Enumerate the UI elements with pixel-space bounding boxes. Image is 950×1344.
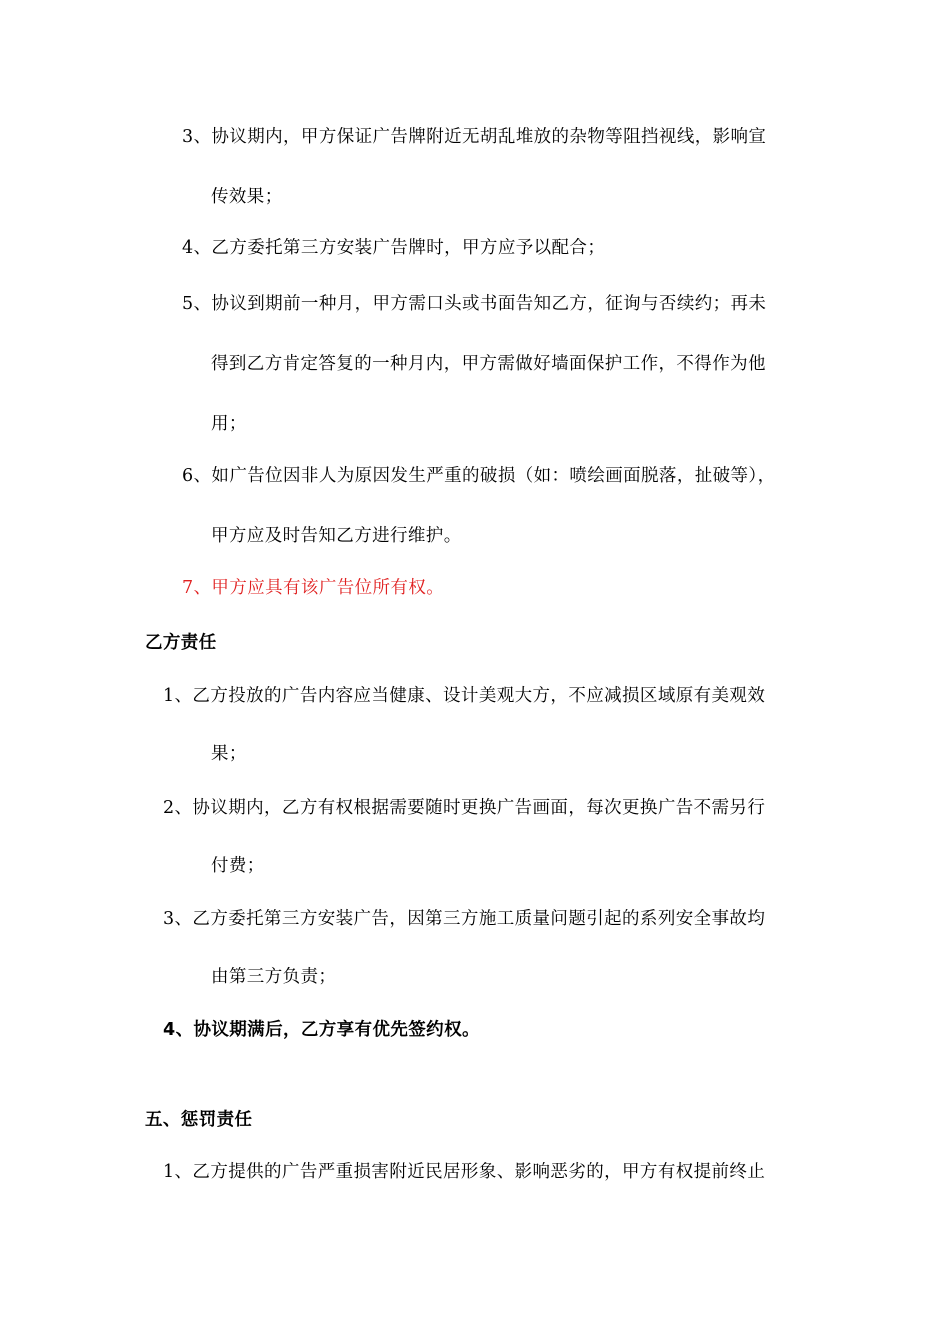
jiafang-item-5-line-2: 得到乙方肯定答复的一种月内，甲方需做好墙面保护工作，不得作为他 <box>211 354 766 374</box>
jiafang-item-5-line-3: 用； <box>211 414 247 434</box>
jiafang-item-6-line-2: 甲方应及时告知乙方进行维护。 <box>211 526 462 546</box>
jiafang-item-6-line-1: 6、如广告位因非人为原因发生严重的破损（如：喷绘画面脱落，扯破等）， <box>182 466 776 486</box>
yifang-item-2-line-2: 付费； <box>211 856 265 876</box>
jiafang-item-3-line-1: 3、协议期内，甲方保证广告牌附近无胡乱堆放的杂物等阻挡视线，影响宣 <box>182 127 767 147</box>
yifang-item-1-line-2: 果； <box>211 744 247 764</box>
jiafang-item-7-line-1: 7、甲方应具有该广告位所有权。 <box>182 578 445 598</box>
jiafang-item-4-line-1: 4、乙方委托第三方安装广告牌时，甲方应予以配合； <box>182 238 606 258</box>
yifang-item-4-line-1: 4、协议期满后，乙方享有优先签约权。 <box>163 1020 480 1040</box>
jiafang-item-3-line-2: 传效果； <box>211 187 283 207</box>
yifang-item-2-line-1: 2、协议期内，乙方有权根据需要随时更换广告画面，每次更换广告不需另行 <box>163 798 766 818</box>
yifang-item-1-line-1: 1、乙方投放的广告内容应当健康、设计美观大方，不应减损区域原有美观效 <box>163 686 766 706</box>
penalty-item-1-line-1: 1、乙方提供的广告严重损害附近民居形象、影响恶劣的，甲方有权提前终止 <box>163 1162 766 1182</box>
yifang-item-3-line-1: 3、乙方委托第三方安装广告，因第三方施工质量问题引起的系列安全事故均 <box>163 909 766 929</box>
yifang-item-3-line-2: 由第三方负责； <box>211 967 337 987</box>
penalty-heading: 五、惩罚责任 <box>145 1110 253 1130</box>
yifang-heading: 乙方责任 <box>145 633 217 653</box>
jiafang-item-5-line-1: 5、协议到期前一种月，甲方需口头或书面告知乙方，征询与否续约；再未 <box>182 294 767 314</box>
